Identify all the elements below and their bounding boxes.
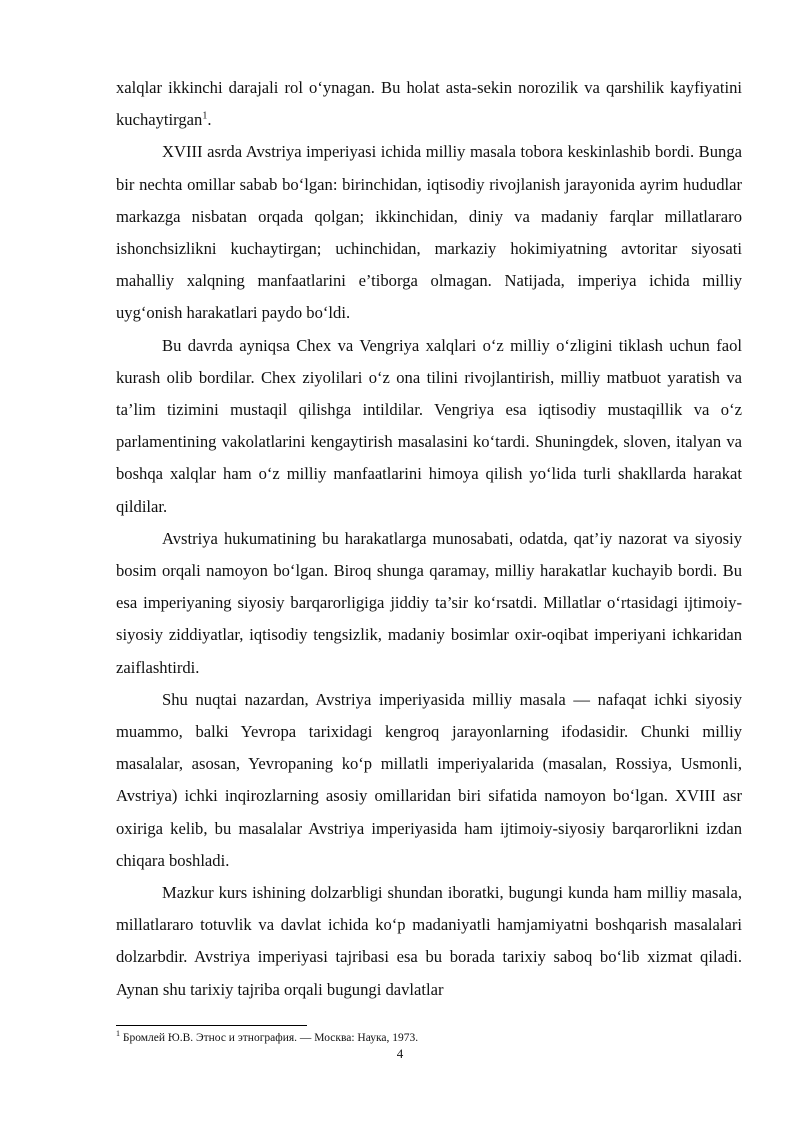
page-number: 4 [396,1046,404,1061]
footnote-reference[interactable]: 1 [202,110,208,122]
footnote-mark: 1 [116,1029,120,1039]
footnote [116,1031,742,1046]
footnote-text: Бромлей Ю.В. Этнос и этнография. — Москва: Наука, 1973. [120,1032,419,1044]
paragraph-continuation: xalqlar ikkinchi darajali rol o‘ynagan. Bu holat asta-sekin norozilik va qarshilik kayfiyatini kuchaytirgan$^1$. [116,78,742,130]
footnote-separator [116,1025,307,1026]
paragraph: Mazkur kurs ishining dolzarbligi shundan iboratki, bugungi kunda ham milliy masala, millatlararo totuvlik va davlat ichida ko‘p madaniyatli hamjamiyatni boshqarish masalalari dolzarbdir. Avstriya imperiyasi tajribasi esa bu borada tarixiy saboq bo‘lib xizmat qiladi. Aynan shu tarixiy tajriba orqali bugungi davlatlar [116,883,742,999]
paragraph: Bu davrda ayniqsa Chex va Vengriya xalqlari o‘z milliy o‘zligini tiklash uchun faol kurash olib bordilar. Chex ziyolilari o‘z ona tilini rivojlantirish, milliy matbuot yaratish va ta’lim tizimini mustaqil qilishga intildilar. Vengriya esa iqtisodiy mustaqillik va o‘z parlamentining vakolatlarini kengaytirish masalasini ko‘tardi. Shuningdek, sloven, italyan va boshqa xalqlar ham o‘z milliy manfaatlarini himoya qilish yo‘lida turli shakllarda harakat qildilar. [116,335,742,516]
paragraph: Avstriya hukumatining bu harakatlarga munosabati, odatda, qat’iy nazorat va siyosiy bosim orqali namoyon bo‘lgan. Biroq shunga qaramay, milliy harakatlar kuchayib bordi. Bu esa imperiyaning siyosiy barqarorligiga jiddiy ta’sir ko‘rsatdi. Millatlar o‘rtasidagi ijtimoiy-siyosiy ziddiyatlar, iqtisodiy tengsizlik, madaniy bosimlar oxir-oqibat imperiyani ichkaridan zaiflashtirdi. [116,528,742,677]
paragraph: XVIII asrda Avstriya imperiyasi ichida milliy masala tobora keskinlashib bordi. Bunga bir nechta omillar sabab bo‘lgan: birinchidan, iqtisodiy rivojlanish jarayonida ayrim hududlar markazga nisbatan orqada qolgan; ikkinchidan, diniy va madaniy farqlar millatlararo ishonchsizlikni kuchaytirgan; uchinchidan, markaziy hokimiyatning avtoritar siyosati mahalliy xalqning manfaatlarini e’tiborga olmagan. Natijada, imperiya ichida milliy uyg‘onish harakatlari paydo bo‘ldi. [116,142,742,323]
body-text [116,72,742,1006]
paragraph: Shu nuqtai nazardan, Avstriya imperiyasida milliy masala — nafaqat ichki siyosiy muammo, balki Yevropa tarixidagi kengroq jarayonlarning ifodasidir. Chunki milliy masalalar, asosan, Yevropaning ko‘p millatli imperiyalarida (masalan, Rossiya, Usmonli, Avstriya) ichki inqirozlarning asosiy omillaridan biri sifatida namoyon bo‘lgan. XVIII asr oxiriga kelib, bu masalalar Avstriya imperiyasida ham ijtimoiy-siyosiy barqarorlikni izdan chiqara boshladi. [116,689,742,870]
